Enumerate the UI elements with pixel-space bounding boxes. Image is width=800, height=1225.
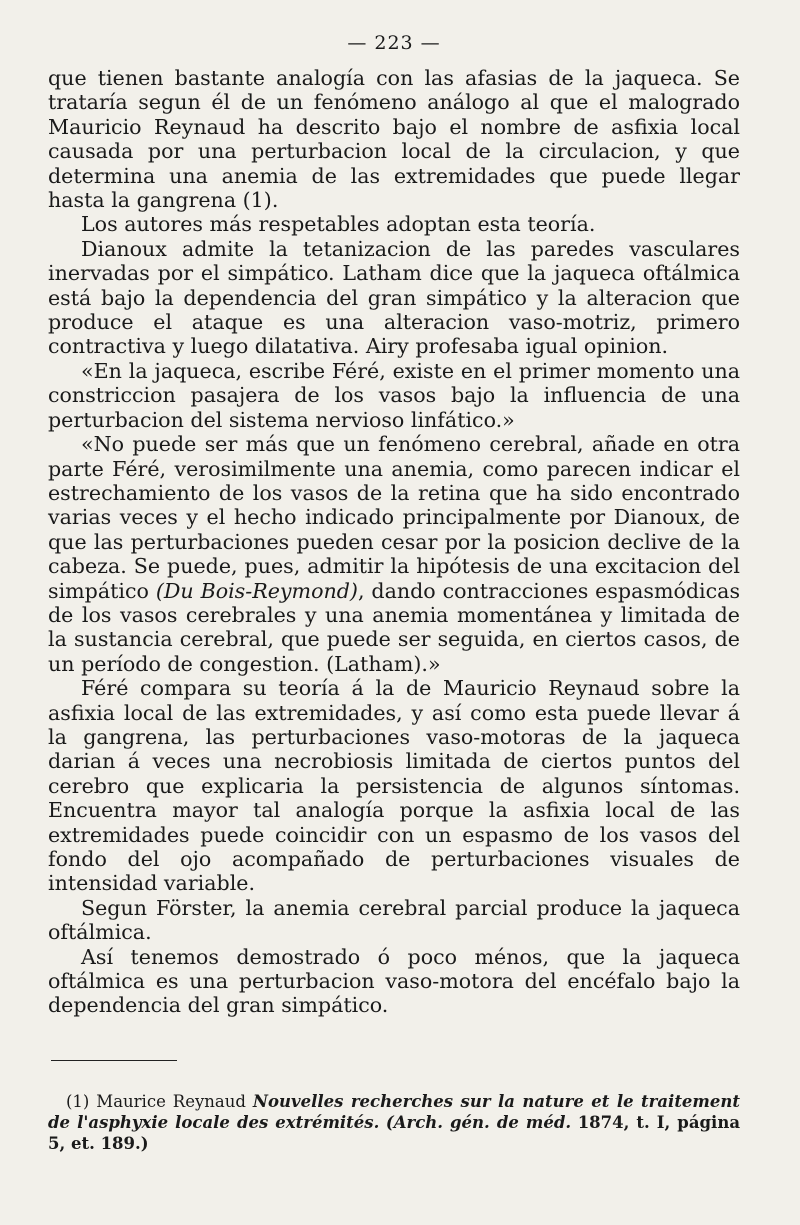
paragraph-7: Segun Förster, la anemia cerebral parcial produce la jaqueca oftálmica. bbox=[48, 895, 740, 945]
paragraph-5-text: «No puede ser más que un fenómeno cerebral, añade en otra parte Féré, verosimilmente una anemia, como parecen indicar el estrechamiento de los vasos de la retina que ha sido encontrado varias veces y el hecho indicado principalmente por Dianoux, de que las perturbaciones pueden cesar por la posicion declive de la cabeza. Se puede, pues, admitir la hipótesis de una excitacion del simpático bbox=[48, 432, 740, 603]
citation-du-bois-reymond: (Du Bois-Reymond) bbox=[155, 578, 358, 603]
paragraph-4: «En la jaqueca, escribe Féré, existe en el primer momento una constriccion pasajera de los vasos bajo la influencia de una perturbacion del sistema nervioso linfático.» bbox=[48, 358, 740, 432]
footnote bbox=[48, 1091, 740, 1154]
page-number: — 223 — bbox=[347, 32, 441, 54]
paragraph-2: Los autores más respetables adoptan esta teoría. bbox=[81, 212, 596, 237]
footnote-ref: 1874, t. I, página 5, et. 189.) bbox=[48, 1112, 741, 1153]
footnote-rule bbox=[51, 1060, 177, 1061]
paragraph-5 bbox=[48, 432, 740, 676]
footnote-marker: (1) Maurice Reynaud bbox=[66, 1091, 246, 1111]
body-text bbox=[48, 66, 740, 1018]
paragraph-5-rest: , dando contracciones espasmódicas de los vasos cerebrales y una anemia momentánea y limitada de la sustancia cerebral, que puede ser seguida, en ciertos casos, de un período de congestion. (Latham).» bbox=[48, 578, 741, 676]
paragraph-3: Dianoux admite la tetanizacion de las paredes vasculares inervadas por el simpático. Latham dice que la jaqueca oftálmica está bajo la dependencia del gran simpático y la alteracion que produce el ataque es una alteracion vaso-motriz, primero contractiva y luego dilatativa. Airy profesaba igual opinion. bbox=[48, 236, 740, 359]
footnote-1 bbox=[48, 1091, 740, 1154]
footnote-title: Nouvelles recherches sur la nature et le traitement de l'asphyxie locale des extrémités. bbox=[48, 1091, 741, 1132]
paragraph-1: que tienen bastante analogía con las afasias de la jaqueca. Se trataría segun él de un fenómeno análogo al que el malogrado Mauricio Reynaud ha descrito bajo el nombre de asfixia local causada por una perturbacion local de la circulacion, y que determina una anemia de las extremidades que puede llegar hasta la gangrena (1). bbox=[48, 66, 740, 213]
paragraph-6: Féré compara su teoría á la de Mauricio Reynaud sobre la asfixia local de las extremidades, y así como esta puede llevar á la gangrena, las perturbaciones vaso-motoras de la jaqueca darian á veces una necrobiosis limitada de ciertos puntos del cerebro que explicaria la persistencia de algunos síntomas. Encuentra mayor tal analogía porque la asfixia local de las extremidades puede coincidir con un espasmo de los vasos del fondo del ojo acompañado de perturbaciones visuales de intensidad variable. bbox=[48, 676, 740, 896]
footnote-journal: (Arch. gén. de méd. bbox=[385, 1112, 572, 1132]
paragraph-8: Así tenemos demostrado ó poco ménos, que la jaqueca oftálmica es una perturbacion vaso-motora del encéfalo bajo la dependencia del gran simpático. bbox=[48, 944, 740, 1018]
